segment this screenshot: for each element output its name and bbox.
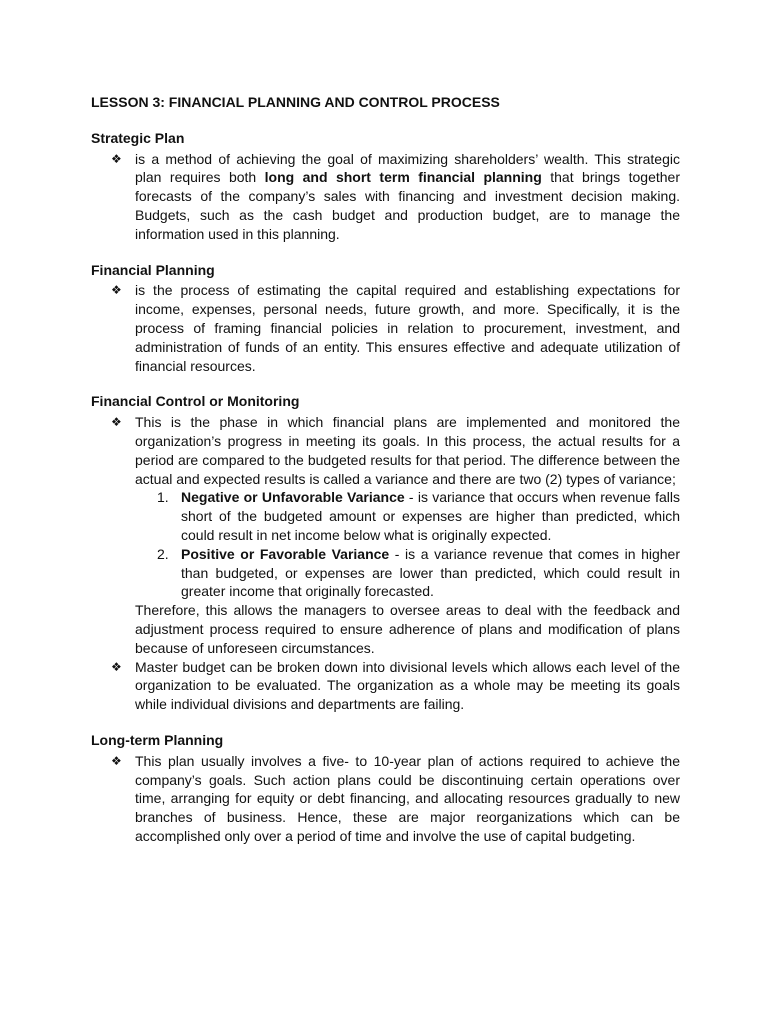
section-long-term-planning xyxy=(91,731,680,846)
diamond-bullet-icon: ❖ xyxy=(111,753,122,768)
item-number: 1. xyxy=(157,489,169,506)
diamond-bullet-icon: ❖ xyxy=(111,415,122,430)
section-heading: Long-term Planning xyxy=(91,731,224,748)
bullet-item xyxy=(91,281,680,375)
bold-phrase: long and short term financial planning xyxy=(264,169,542,186)
bullet-item xyxy=(91,413,680,657)
bullet-text: Master budget can be broken down into divisional levels which allows each level of the organization to be evaluated. The organization as a whole may be meeting its goals while individual divisions and departments are failing. xyxy=(135,658,680,713)
bullet-item xyxy=(91,658,680,714)
bullet-text: This is the phase in which financial plans are implemented and monitored the organization’s progress in meeting its goals. In this process, the actual results for a period are compared to the budgeted results for that period. The difference between the actual and expected results is called a variance and there are two (2) types of variance; xyxy=(135,414,680,487)
section-financial-planning xyxy=(91,261,680,376)
bullet-text: is the process of estimating the capital required and establishing expectations for income, expenses, personal needs, future growth, and more. Specifically, it is the process of framing financial policies in relation to procurement, investment, and administration of funds of an entity. This ensures effective and adequate utilization of financial resources. xyxy=(135,282,680,374)
diamond-bullet-icon: ❖ xyxy=(111,283,122,298)
bullet-text: that brings together forecasts of the company’s sales with financing and investment decision making. Budgets, such as the cash budget and production budget, are to manage the information used in this planning. xyxy=(135,169,680,242)
bold-term: Negative or Unfavorable Variance xyxy=(181,489,405,506)
bold-term: Positive or Favorable Variance xyxy=(181,545,390,562)
numbered-item xyxy=(135,545,680,601)
section-financial-control xyxy=(91,392,680,714)
item-text: - is a variance revenue that comes in higher than budgeted, or expenses are lower than predicted, which could result in greater income that originally forecasted. xyxy=(181,545,680,600)
bullet-item xyxy=(91,752,680,846)
section-strategic-plan xyxy=(91,129,680,244)
numbered-item xyxy=(135,488,680,544)
item-text: - is variance that occurs when revenue falls short of the budgeted amount or expenses are higher than predicted, which could result in net income below what is originally expected. xyxy=(181,489,680,543)
diamond-bullet-icon: ❖ xyxy=(111,151,122,166)
document-title: LESSON 3: FINANCIAL PLANNING AND CONTROL PROCESS xyxy=(91,94,500,110)
therefore-paragraph: Therefore, this allows the managers to oversee areas to deal with the feedback and adjustment process required to ensure adherence of plans and modification of plans because of unforeseen circumstances. xyxy=(135,602,680,656)
section-heading: Strategic Plan xyxy=(91,129,185,146)
diamond-bullet-icon: ❖ xyxy=(111,659,122,674)
bullet-text: This plan usually involves a five- to 10-year plan of actions required to achieve the company’s goals. Such action plans could be discontinuing certain operations over time, arranging for equity or debt financing, and allocating resources gradually to new branches of business. Hence, these are major reorganizations which can be accomplished only over a period of time and involve the use of capital budgeting. xyxy=(135,752,680,844)
item-number: 2. xyxy=(157,545,169,562)
bullet-item xyxy=(91,150,680,244)
bullet-text: is a method of achieving the goal of maximizing shareholders’ wealth. This strategic plan requires both xyxy=(135,150,680,186)
section-heading: Financial Planning xyxy=(91,261,215,278)
section-heading: Financial Control or Monitoring xyxy=(91,393,300,410)
